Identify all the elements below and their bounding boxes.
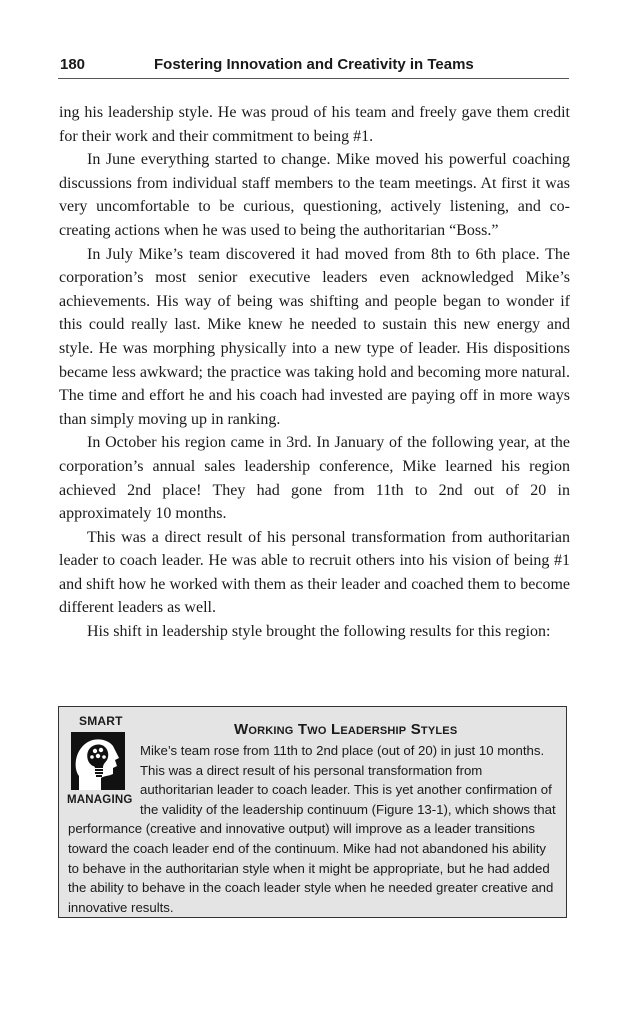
sidebar-title: Working Two Leadership Styles [234,721,458,738]
paragraph: In June everything started to change. Mike moved his powerful coaching discussions from individual staff members to the team meetings. At first it was very uncomfortable to be curious, questioning, actively listening, and co-creating actions when he was used to being the authoritarian “Boss.” [59,151,570,239]
paragraph: This was a direct result of his personal transformation from authoritarian leader to coach leader. He was able to recruit others into his vision of being #1 and shift how he worked with them as their leader and coached them to become different leaders as well. [59,528,570,617]
logo-label-bottom: MANAGING [67,794,133,806]
body-text [59,101,570,644]
logo-label-top: SMART [79,714,123,728]
running-title: Fostering Innovation and Creativity in Teams [154,56,474,73]
sidebar-text-block [68,741,558,917]
page-number: 180 [60,56,86,73]
paragraph: His shift in leadership style brought the following results for this region: [87,623,551,641]
paragraph: In October his region came in 3rd. In January of the following year, at the corporation’s annual sales leadership conference, Mike learned his region achieved 2nd place! They had gone from 11th to 2nd out of 20 in approximately 10 months. [59,434,570,523]
smart-managing-sidebar [58,706,567,918]
sidebar-text: Mike’s team rose from 11th to 2nd place (out of 20) in just 10 months. This was a direct result of his personal transformation from authoritarian leader to coach leader. This is yet another confirmation of the validity of the leadership continuum (Figure 13-1), which shows that performance (creative and innovative output) will improve as a leader transitions toward the coach leader end of the continuum. Mike had not abandoned his ability to behave in the authoritarian style when it might be appropriate, but he had added the ability to behave in the coach leader style when he needed greater creative and innovative results. [68,743,556,915]
paragraph: ing his leadership style. He was proud of his team and freely gave them credit for their work and their commitment to being #1. [59,104,570,145]
paragraph: In July Mike’s team discovered it had moved from 8th to 6th place. The corporation’s most senior executive leaders even acknowledged Mike’s achievements. His way of being was shifting and people began to wonder if this could really last. Mike knew he needed to sustain this new energy and style. He was morphing physically into a new type of leader. His dispositions became less awkward; the practice was taking hold and becoming more natural. The time and effort he and his coach had invested are paying off in more ways than simply moving up in ranking. [59,245,570,428]
running-header [58,52,569,79]
